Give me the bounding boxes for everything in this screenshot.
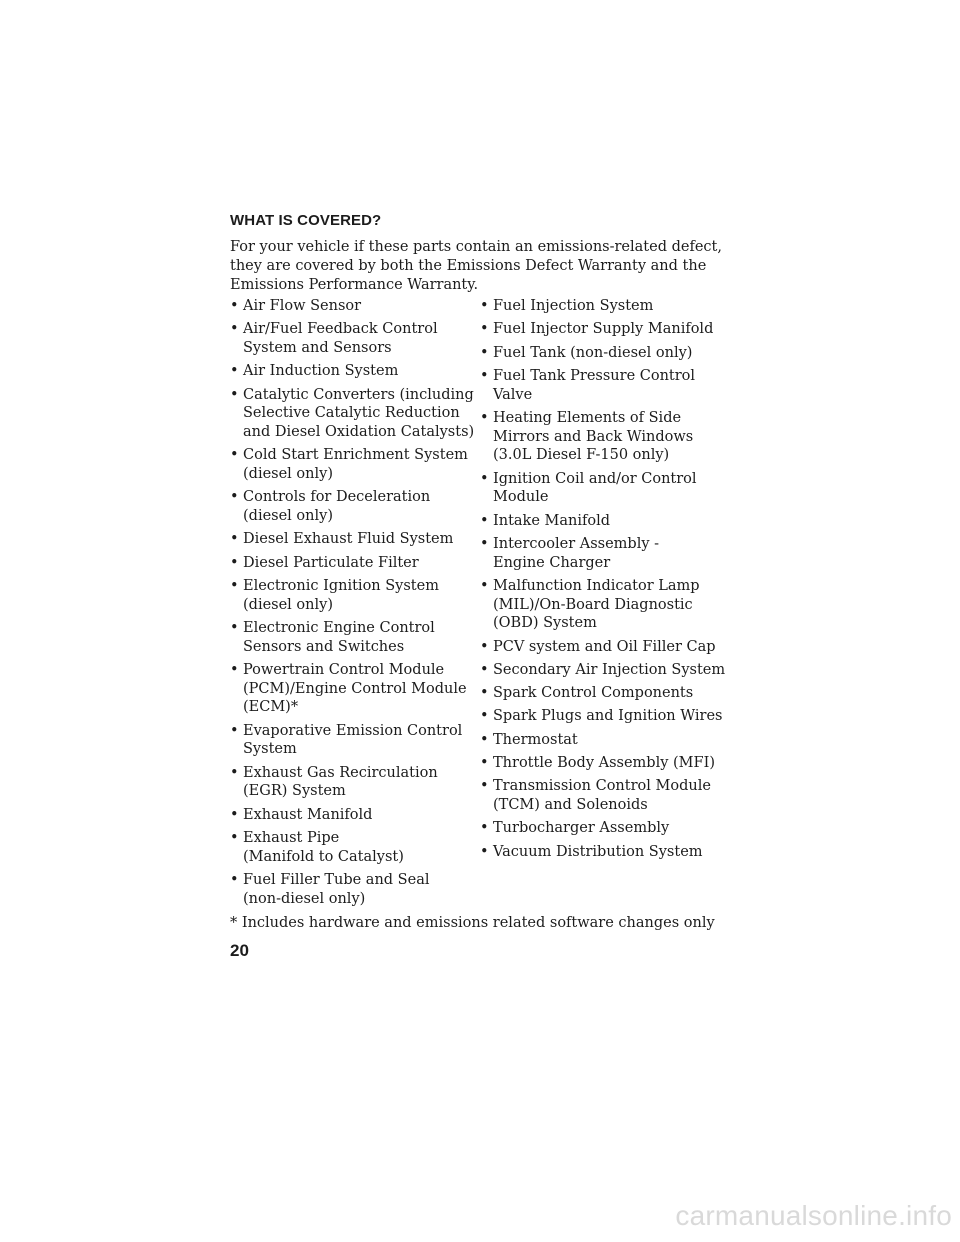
bullet-icon: •	[480, 731, 489, 748]
list-item-text: Spark Plugs and Ignition Wires	[493, 708, 723, 725]
list-item	[230, 446, 480, 483]
bullet-icon: •	[230, 386, 239, 403]
bullet-icon: •	[480, 470, 489, 487]
page-number: 20	[230, 941, 249, 960]
bullet-icon: •	[230, 764, 239, 781]
list-item-text: Fuel Injector Supply Manifold	[493, 321, 714, 338]
list-item	[230, 320, 480, 357]
section-heading: WHAT IS COVERED?	[230, 212, 382, 229]
bullet-icon: •	[230, 577, 239, 594]
bullet-icon: •	[480, 638, 489, 655]
list-item	[230, 554, 480, 573]
list-item-text: Evaporative Emission Control System	[243, 722, 463, 758]
list-item-text: Spark Control Components	[493, 685, 694, 702]
list-item	[480, 297, 730, 316]
bullet-icon: •	[230, 321, 239, 338]
bullet-icon: •	[480, 409, 489, 426]
list-item-text: Cold Start Enrichment System (diesel only)	[243, 447, 468, 482]
list-item-text: Electronic Engine Control Sensors and Switches	[243, 619, 435, 655]
list-item	[480, 638, 730, 657]
list-item-text: PCV system and Oil Filler Cap	[493, 638, 716, 655]
list-item	[480, 707, 730, 726]
list-item-text: Electronic Ignition System (diesel only)	[243, 577, 439, 613]
list-item-text: Malfunction Indicator Lamp (MIL)/On-Board Diagnostic (OBD) System	[493, 577, 700, 632]
list-item-text: Diesel Exhaust Fluid System	[243, 531, 454, 548]
bullet-icon: •	[480, 367, 489, 384]
bullet-icon: •	[480, 512, 489, 529]
list-item	[230, 764, 480, 801]
list-item-text: Exhaust Pipe (Manifold to Catalyst)	[243, 829, 404, 865]
list-item	[480, 320, 730, 339]
list-item	[230, 806, 480, 825]
list-item-text: Fuel Tank Pressure Control Valve	[493, 367, 696, 403]
bullet-icon: •	[230, 363, 239, 380]
intro-paragraph: For your vehicle if these parts contain an emissions-related defect, they are covered by both the Emissions Defect Warranty and the Emissions Performance Warranty.	[230, 239, 722, 293]
list-item-text: Powertrain Control Module (PCM)/Engine Control Module (ECM)*	[243, 661, 467, 716]
list-item	[230, 829, 480, 866]
list-item-text: Fuel Tank (non-diesel only)	[493, 344, 693, 361]
list-item	[230, 362, 480, 381]
list-item	[230, 722, 480, 759]
watermark-text: carmanualsonline.info	[675, 1200, 952, 1231]
list-item-text: Air Flow Sensor	[243, 298, 362, 314]
list-item	[480, 577, 730, 633]
list-item-text: Air/Fuel Feedback Control System and Sensors	[243, 321, 438, 356]
list-item-text: Transmission Control Module (TCM) and Solenoids	[493, 778, 711, 814]
covered-parts-columns	[230, 297, 730, 913]
list-item	[230, 871, 480, 908]
list-item-text: Turbocharger Assembly	[493, 820, 670, 837]
right-column	[480, 297, 730, 913]
list-item	[230, 577, 480, 614]
list-item	[480, 535, 730, 572]
bullet-icon: •	[230, 619, 239, 636]
bullet-icon: •	[480, 843, 489, 860]
list-item-text: Diesel Particulate Filter	[243, 554, 419, 571]
bullet-icon: •	[480, 321, 489, 338]
left-parts-list	[230, 297, 480, 908]
list-item-text: Intercooler Assembly - Engine Charger	[493, 535, 660, 571]
list-item-text: Controls for Deceleration (diesel only)	[243, 489, 431, 524]
bullet-icon: •	[230, 829, 239, 846]
list-item-text: Thermostat	[493, 731, 578, 748]
bullet-icon: •	[230, 661, 239, 678]
bullet-icon: •	[230, 489, 239, 506]
list-item-text: Heating Elements of Side Mirrors and Back Windows (3.0L Diesel F-150 only)	[493, 409, 694, 464]
list-item-text: Throttle Body Assembly (MFI)	[493, 755, 715, 772]
bullet-icon: •	[480, 577, 489, 594]
page-content	[230, 210, 730, 933]
bullet-icon: •	[480, 685, 489, 702]
bullet-icon: •	[230, 554, 239, 571]
bullet-icon: •	[230, 447, 239, 464]
list-item-text: Catalytic Converters (including Selective Catalytic Reduction and Diesel Oxidation Catalysts)	[243, 386, 475, 440]
list-item-text: Intake Manifold	[493, 512, 610, 529]
bullet-icon: •	[480, 661, 489, 678]
bullet-icon: •	[480, 298, 489, 314]
list-item-text: Exhaust Manifold	[243, 806, 373, 823]
list-item	[230, 488, 480, 525]
list-item	[230, 661, 480, 717]
bullet-icon: •	[230, 722, 239, 739]
bullet-icon: •	[480, 708, 489, 725]
list-item	[480, 754, 730, 773]
bullet-icon: •	[480, 344, 489, 361]
list-item	[480, 367, 730, 404]
list-item	[480, 512, 730, 531]
list-item	[230, 297, 480, 316]
list-item-text: Fuel Filler Tube and Seal (non-diesel only)	[243, 871, 430, 907]
bullet-icon: •	[230, 531, 239, 548]
list-item	[480, 684, 730, 703]
list-item	[480, 819, 730, 838]
list-item-text: Secondary Air Injection System	[493, 661, 726, 678]
list-item-text: Exhaust Gas Recirculation (EGR) System	[243, 764, 438, 800]
list-item	[480, 409, 730, 465]
list-item	[480, 344, 730, 363]
bullet-icon: •	[480, 820, 489, 837]
list-item-text: Vacuum Distribution System	[493, 843, 703, 860]
list-item	[480, 470, 730, 507]
list-item	[480, 843, 730, 862]
list-item-text: Air Induction System	[243, 363, 399, 380]
list-item	[480, 777, 730, 814]
bullet-icon: •	[230, 298, 239, 314]
footnote: * Includes hardware and emissions related software changes only	[230, 914, 715, 931]
right-parts-list	[480, 297, 730, 861]
bullet-icon: •	[480, 778, 489, 795]
list-item	[230, 386, 480, 442]
bullet-icon: •	[230, 806, 239, 823]
bullet-icon: •	[480, 535, 489, 552]
bullet-icon: •	[230, 871, 239, 888]
list-item	[230, 619, 480, 656]
list-item	[480, 731, 730, 750]
bullet-icon: •	[480, 755, 489, 772]
list-item-text: Fuel Injection System	[493, 298, 654, 314]
left-column	[230, 297, 480, 913]
list-item	[230, 530, 480, 549]
list-item-text: Ignition Coil and/or Control Module	[493, 470, 697, 506]
list-item	[480, 661, 730, 680]
